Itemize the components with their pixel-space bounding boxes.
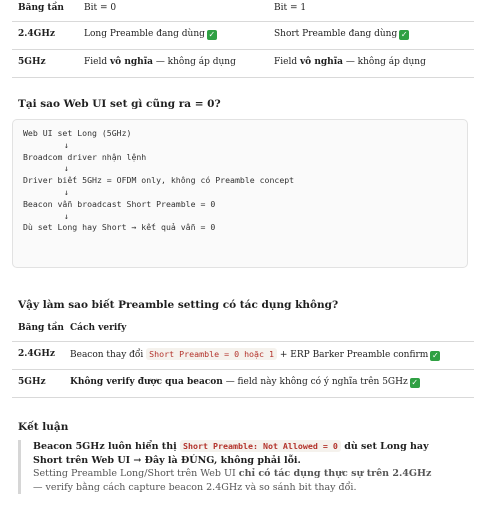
inline-code: Short Preamble = 0 hoặc 1 xyxy=(146,348,277,360)
flow-line: Beacon vẫn broadcast Short Preamble = 0 xyxy=(23,198,216,209)
check-icon: ✓ xyxy=(411,378,419,388)
table-row xyxy=(12,21,474,49)
check-icon: ✓ xyxy=(208,30,216,40)
flow-line: Broadcom driver nhận lệnh xyxy=(23,151,147,162)
verify-table xyxy=(12,318,474,398)
check-icon: ✓ xyxy=(400,30,408,40)
conclusion-paragraph-2: Setting Preamble Long/Short trên Web UI chỉ có tác dụng thực sự trên 2.4GHz — verify bằng cách capture beacon 2.4GHz và so sánh bit thay đổi. xyxy=(33,468,432,493)
header-band: Băng tần xyxy=(12,318,64,341)
flow-arrow: ↓ xyxy=(64,210,69,221)
section-heading-verify: Vậy làm sao biết Preamble setting có tác dụng không? xyxy=(18,299,339,311)
flow-arrow: ↓ xyxy=(64,139,69,150)
conclusion-quote xyxy=(18,440,438,494)
band-cell: 5GHz xyxy=(12,49,78,77)
table-row xyxy=(12,369,474,397)
band-cell: 2.4GHz xyxy=(12,21,78,49)
flow-line: Driver biết 5GHz = OFDM only, không có Preamble concept xyxy=(23,175,295,186)
flow-line: Dù set Long hay Short → kết quả vẫn = 0 xyxy=(23,222,216,233)
inline-code: Short Preamble: Not Allowed = 0 xyxy=(180,440,341,452)
check-icon: ✓ xyxy=(431,350,439,360)
verify-cell: Beacon thay đổi Short Preamble = 0 hoặc 1 + ERP Barker Preamble confirm ✓ xyxy=(64,341,474,369)
bit-meaning-table xyxy=(12,0,474,78)
bit1-cell: Field vô nghĩa — không áp dụng xyxy=(268,49,474,77)
flow-arrow: ↓ xyxy=(64,186,69,197)
bit1-cell: Short Preamble đang dùng ✓ xyxy=(268,21,474,49)
bit0-cell: Long Preamble đang dùng ✓ xyxy=(78,21,268,49)
header-verify: Cách verify xyxy=(64,318,474,341)
header-bit1: Bit = 1 xyxy=(268,0,474,21)
band-cell: 2.4GHz xyxy=(12,341,64,369)
bit0-cell: Field vô nghĩa — không áp dụng xyxy=(78,49,268,77)
band-cell: 5GHz xyxy=(12,369,64,397)
flow-line: Web UI set Long (5GHz) xyxy=(23,128,132,138)
table-row xyxy=(12,341,474,369)
table-row xyxy=(12,49,474,77)
section-heading-conclusion: Kết luận xyxy=(18,421,69,433)
header-band: Băng tần xyxy=(12,0,78,21)
header-bit0: Bit = 0 xyxy=(78,0,268,21)
table-header-row xyxy=(12,0,474,21)
verify-cell: Không verify được qua beacon — field này không có ý nghĩa trên 5GHz ✓ xyxy=(64,369,474,397)
table-header-row xyxy=(12,318,474,341)
section-heading-why-zero: Tại sao Web UI set gì cũng ra = 0? xyxy=(18,98,221,110)
flow-arrow: ↓ xyxy=(64,163,69,174)
conclusion-paragraph-1: Beacon 5GHz luôn hiển thị Short Preamble: Not Allowed = 0 dù set Long hay Short trên Web UI → Đây là ĐÚNG, không phải lỗi. xyxy=(33,441,429,466)
flow-code-block xyxy=(12,119,468,268)
